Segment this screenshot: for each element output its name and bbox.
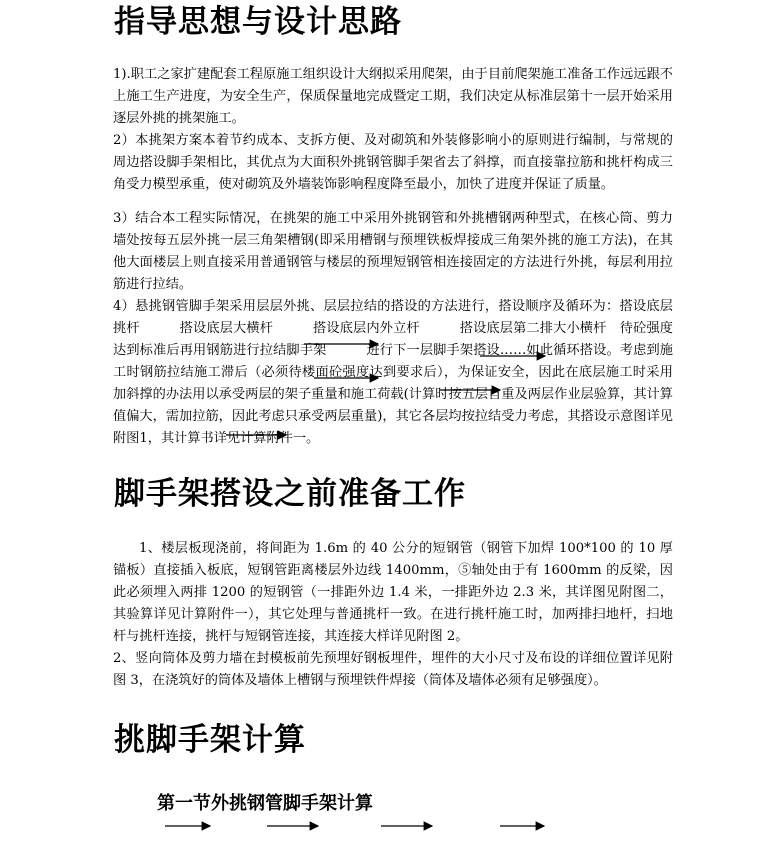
paragraph-1: 1).职工之家扩建配套工程原施工组织设计大纲拟采用爬架，由于目前爬架施工准备工作远远跟不上施工生产进度，为安全生产，保质保量地完成暨定工期，我们决定从标准层第十一层开始采用逐层外挑的挑架施工。 [113,67,673,126]
paragraph-2: 2）本挑架方案本着节约成本、支拆方便、及对砌筑和外装修影响小的原则进行编制，与常规的周边搭设脚手架相比，其优点为大面积外挑钢管脚手架省去了斜撑，而直接靠拉筋和挑杆构成三角受力模型承重，使对砌筑及外墙装饰影响程度降至最小，加快了进度并保证了质量。 [113,133,673,192]
section-heading-calculation: 挑脚手架计算 [114,722,306,758]
section-heading-preparation: 脚手架搭设之前准备工作 [114,476,466,512]
subsection-heading: 第一节外挑钢管脚手架计算 [157,793,373,814]
section-heading-guiding-ideas: 指导思想与设计思路 [114,4,402,40]
paragraph-3: 3）结合本工程实际情况，在挑架的施工中采用外挑钢管和外挑槽钢两种型式，在核心筒、剪力墙处按每五层外挑一层三角架槽钢(即采用槽钢与预埋铁板焊接成三角架外挑的施工方法)，在其他大面楼层上则直接采用普通钢管与楼层的预埋短钢管相连接固定的方法进行外挑，每层利用拉筋进行拉结。 [113,211,673,292]
paragraph-prep-1: 1、楼层板现浇前，将间距为 1.6m 的 40 公分的短钢管（钢管下加焊 100*100 的 10 厚锚板）直接插入板底，短钢管距离楼层外边线 1400mm，⑤轴处由于有 1600mm 的反梁，因此必须埋入两排 1200 的短钢管（一排距外边 1.4 米，一排距外边 2.3 米，其详图见附图二，其验算详见计算附件一），其它处理与普通挑杆一致。在进行挑杆施工时，加两排扫地杆，扫地杆与挑杆连接，挑杆与短钢管连接，其连接大样详见附图 2。 [113,541,673,644]
paragraph-4: 4）悬挑钢管脚手架采用层层外挑、层层拉结的搭设的方法进行，搭设顺序及循环为：搭设底层挑杆 搭设底层大横杆 搭设底层内外立杆 搭设底层第二排大小横杆 待砼强度达到标准后再用钢筋进行拉结脚手架 进行下一层脚手架搭设……如此循环搭设。考虑到施工时钢筋拉结施工滞后（必须待楼面砼强度达到要求后），为保证安全，因此在底层施工时采用加斜撑的办法用以承受两层的架子重量和施工荷载(计算时按五层自重及两层作业层验算，其计算值偏大，需加拉筋，因此考虑只承受两层重量)，其它各层均按拉结受力考虑，其搭设示意图详见附图1，其计算书详见计算附件一。 [113,299,673,446]
paragraph-prep-2: 2、竖向筒体及剪力墙在封模板前先预埋好钢板埋件，埋件的大小尺寸及布设的详细位置详见附图 3，在浇筑好的筒体及墙体上槽钢与预埋铁件焊接（筒体及墙体必须有足够强度）。 [113,651,673,688]
